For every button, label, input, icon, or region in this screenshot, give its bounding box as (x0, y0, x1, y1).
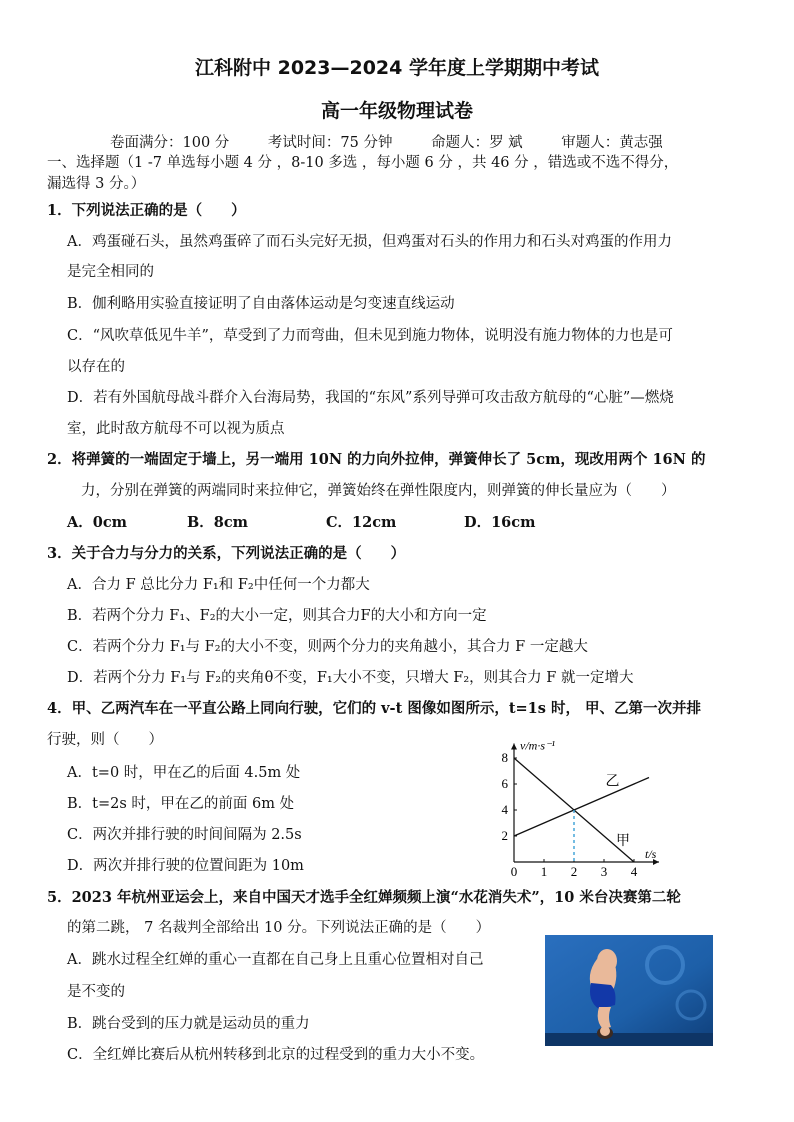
diver-illustration (545, 935, 713, 1046)
q4-option-a: A．t=0 时，甲在乙的后面 4.5m 处 (67, 765, 301, 781)
q5-option-a-line1: A．跳水过程全红婵的重心一直都在自己身上且重心位置相对自己 (67, 952, 484, 968)
y-tick-label: 4 (501, 802, 508, 817)
vt-chart (496, 726, 680, 878)
q1-option-c-line2: 以存在的 (67, 359, 125, 375)
q4-option-d: D．两次并排行驶的位置间距为 10m (67, 858, 304, 874)
q4-option-b: B．t=2s 时，甲在乙的前面 6m 处 (67, 796, 295, 812)
q2-option-d: D．16cm (464, 514, 536, 531)
exam-title: 江科附中 2023—2024 学年度上学期期中考试 (195, 57, 599, 79)
q1-option-a-line1: A．鸡蛋碰石头，虽然鸡蛋碎了而石头完好无损，但鸡蛋对石头的作用力和石头对鸡蛋的作用力 (67, 234, 672, 250)
section-heading-line2: 漏选得 3 分。） (47, 176, 146, 192)
q1-option-d-line2: 室，此时敌方航母不可以视为质点 (67, 421, 285, 437)
full-score: 卷面满分：100 分 (110, 135, 230, 151)
q1-option-a-line2: 是完全相同的 (67, 264, 154, 280)
q5-stem-line1: 5．2023 年杭州亚运会上，来自中国天才选手全红婵频频上演“水花消失术”，10 米台决赛第二轮 (47, 889, 681, 906)
x-tick-label: 2 (570, 864, 578, 878)
q3-option-d: D．若两个分力 F₁与 F₂的夹角θ不变，F₁大小不变，只增大 F₂，则其合力 F 就一定增大 (67, 670, 634, 686)
q2-stem-line1: 2．将弹簧的一端固定于墙上，另一端用 10N 的力向外拉伸，弹簧伸长了 5cm，现改用两个 16N 的 (47, 451, 706, 468)
y-tick-label: 2 (501, 828, 508, 843)
q4-stem-line1: 4．甲、乙两汽车在一平直公路上同向行驶，它们的 v-t 图像如图所示，t=1s 时， 甲、乙第一次并排 (47, 700, 702, 717)
exam-author: 命题人：罗 斌 (431, 135, 523, 151)
exam-time: 考试时间：75 分钟 (267, 135, 393, 151)
q1-option-c-line1: C．“风吹草低见牛羊”，草受到了力而弯曲，但未见到施力物体，说明没有施力物体的力也是可 (67, 328, 673, 344)
q4-option-c: C．两次并排行驶的时间间隔为 2.5s (67, 827, 302, 843)
section-heading-line1: 一、选择题（1 -7 单选每小题 4 分 ，8-10 多选 ，每小题 6 分 ，共 46 分 ，错选或不选不得分， (47, 155, 679, 171)
series-label-yi: 乙 (605, 773, 620, 790)
exam-info (110, 133, 697, 153)
q3-option-c: C．若两个分力 F₁与 F₂的大小不变，则两个分力的夹角越小，其合力 F 一定越大 (67, 639, 588, 655)
x-tick-label: 0 (510, 864, 518, 878)
q4-stem-line2: 行驶，则（ ） (47, 732, 163, 748)
series-label-jia: 甲 (616, 833, 630, 850)
q3-option-b: B．若两个分力 F₁、F₂的大小一定，则其合力F的大小和方向一定 (67, 608, 487, 624)
diver-photo (545, 935, 713, 1046)
q5-option-a-line2: 是不变的 (67, 984, 125, 1000)
x-tick-label: 4 (630, 864, 638, 878)
exam-subtitle: 高一年级物理试卷 (320, 100, 473, 122)
y-axis-arrow (511, 744, 517, 750)
exam-reviewer: 审题人：黄志强 (561, 135, 663, 151)
q2-stem-line2: 力，分别在弹簧的两端同时来拉伸它，弹簧始终在弹性限度内，则弹簧的伸长量应为（ ） (81, 483, 676, 499)
q5-option-c: C．全红婵比赛后从杭州转移到北京的过程受到的重力大小不变。 (67, 1047, 485, 1063)
q2-option-b: B．8cm (187, 514, 249, 531)
y-axis-label: v/m·s⁻¹ (520, 738, 555, 753)
q2-option-a: A．0cm (67, 514, 128, 531)
y-tick-label: 6 (501, 776, 508, 791)
q3-option-a: A．合力 F 总比分力 F₁和 F₂中任何一个力都大 (67, 577, 370, 593)
q2-option-c: C．12cm (326, 514, 397, 531)
q3-stem: 3．关于合力与分力的关系，下列说法正确的是（ ） (47, 545, 406, 562)
series-line-2 (514, 778, 649, 837)
x-tick-label: 1 (540, 864, 548, 878)
q1-option-d-line1: D．若有外国航母战斗群介入台海局势，我国的“东风”系列导弹可攻击敌方航母的“心脏”—燃烧 (67, 390, 674, 406)
y-tick-label: 8 (501, 750, 508, 765)
q1-option-b: B．伽利略用实验直接证明了自由落体运动是匀变速直线运动 (67, 296, 455, 312)
q5-option-b: B．跳台受到的压力就是运动员的重力 (67, 1016, 310, 1032)
x-tick-label: 3 (600, 864, 608, 878)
q5-stem-line2: 的第二跳， 7 名裁判全部给出 10 分。下列说法正确的是（ ） (67, 920, 491, 936)
q1-stem: 1．下列说法正确的是（ ） (47, 202, 246, 219)
x-axis-label: t/s (645, 847, 657, 861)
